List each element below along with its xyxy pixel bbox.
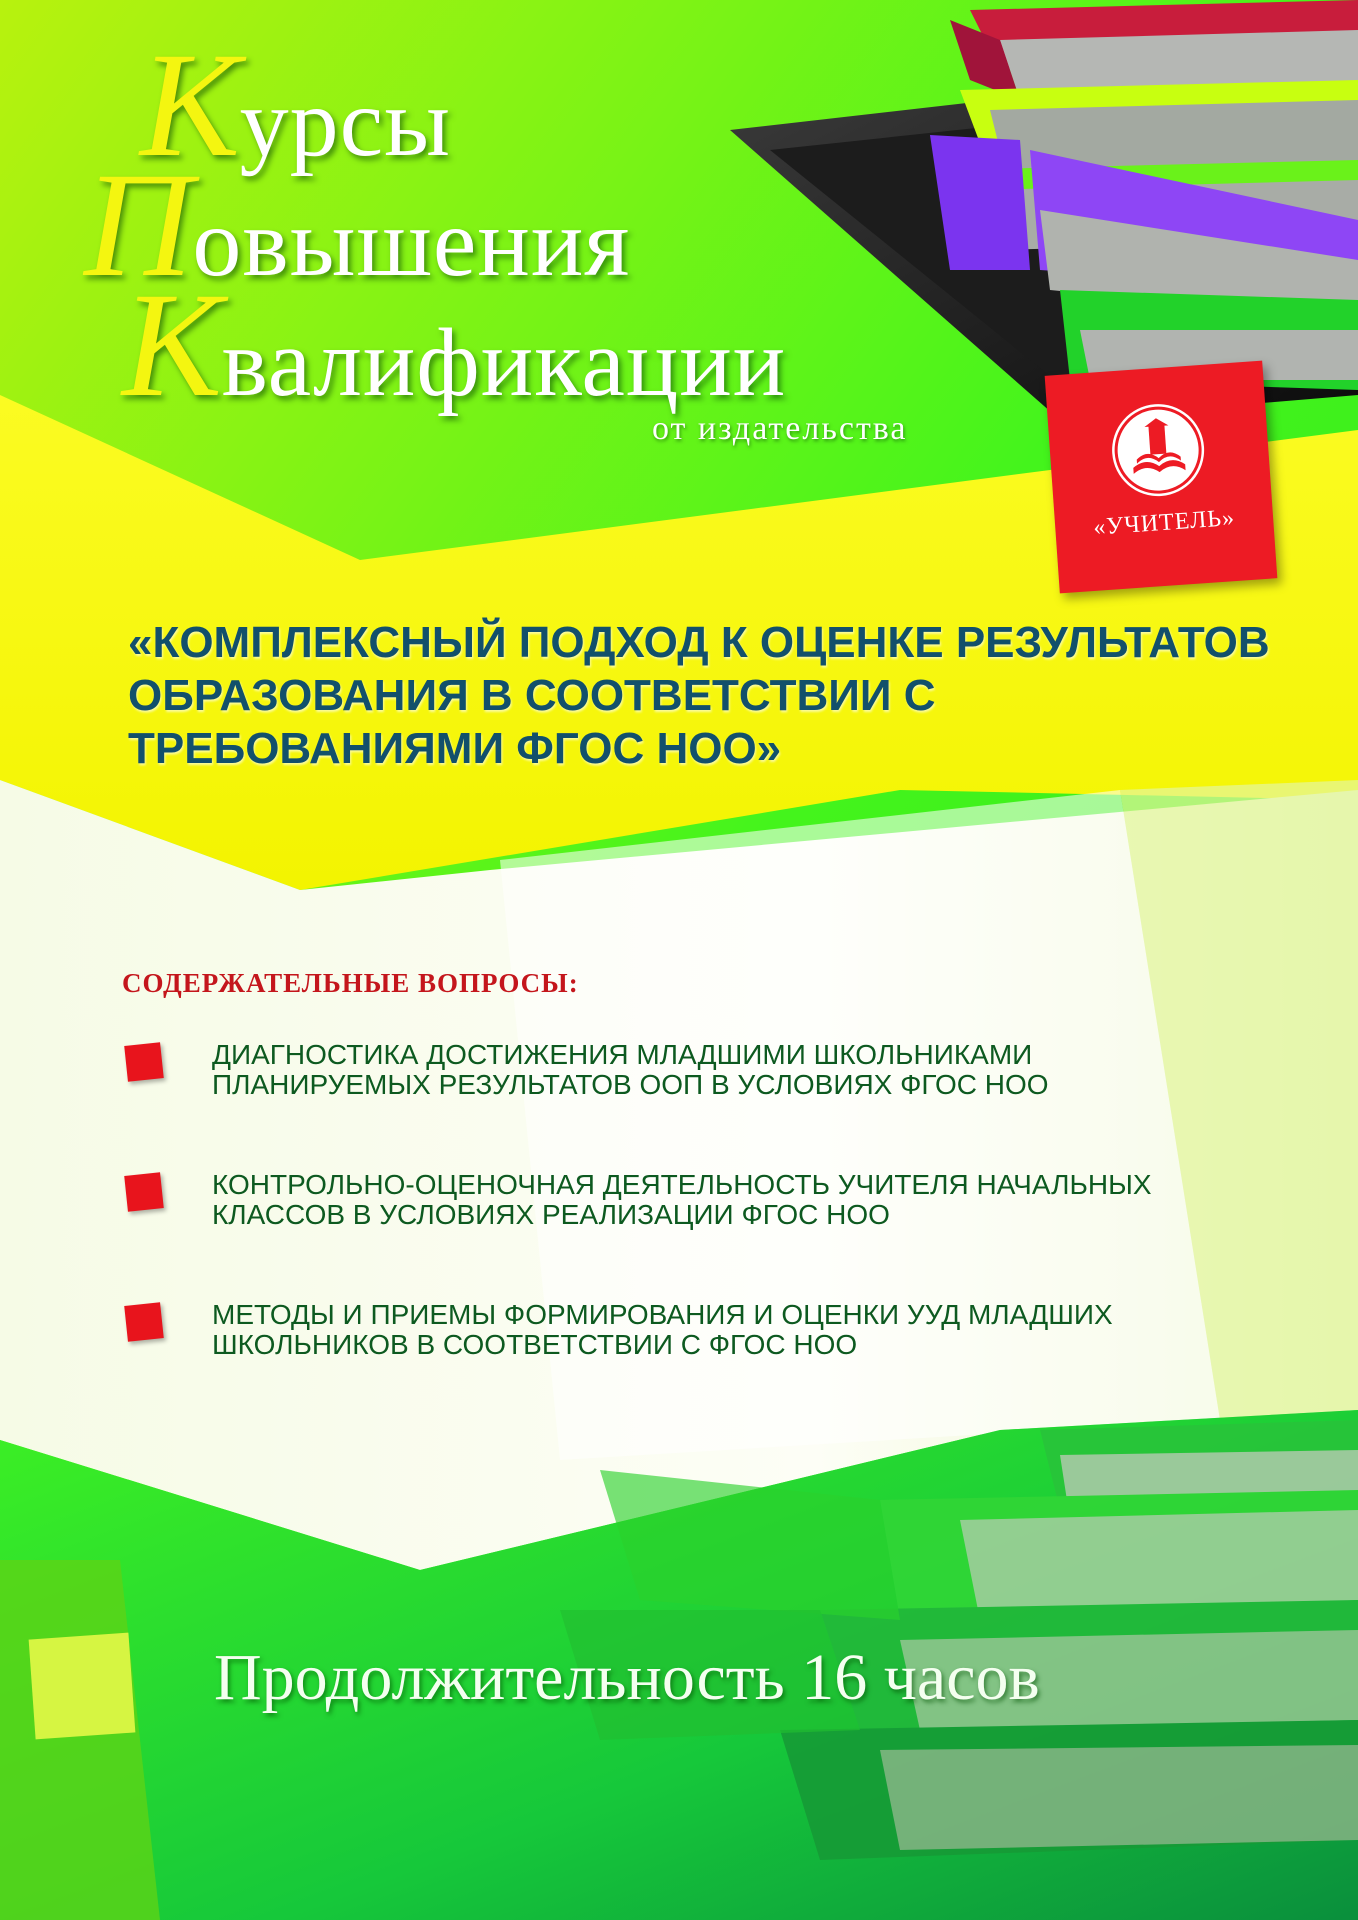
- topic-text: КОНТРОЛЬНО-ОЦЕНОЧНАЯ ДЕЯТЕЛЬНОСТЬ УЧИТЕЛЯ НАЧАЛЬНЫХ КЛАССОВ В УСЛОВИЯХ РЕАЛИЗАЦИИ ФГОС НОО: [212, 1169, 1152, 1230]
- topic-list: [122, 1040, 1242, 1430]
- topic-text: ДИАГНОСТИКА ДОСТИЖЕНИЯ МЛАДШИМИ ШКОЛЬНИКАМИ ПЛАНИРУЕМЫХ РЕЗУЛЬТАТОВ ООП В УСЛОВИЯХ ФГОС НОО: [212, 1039, 1049, 1100]
- book-emblem-icon: [1109, 401, 1207, 499]
- publisher-logo: [1045, 361, 1278, 594]
- header-line-1-rest: урсы: [239, 69, 451, 177]
- topic-item: [122, 1300, 1242, 1430]
- header-line-2-capital: П: [84, 142, 193, 308]
- course-duration: Продолжительность 16 часов: [214, 1641, 1040, 1714]
- header-line-3: [122, 262, 787, 428]
- topic-text: МЕТОДЫ И ПРИЕМЫ ФОРМИРОВАНИЯ И ОЦЕНКИ УУД МЛАДШИХ ШКОЛЬНИКОВ В СООТВЕТСТВИИ С ФГОС НОО: [212, 1299, 1113, 1360]
- topic-item: [122, 1170, 1242, 1300]
- header-line-1-capital: К: [140, 22, 240, 188]
- header-line-2-rest: овышения: [192, 189, 631, 297]
- publisher-note: от издательства: [652, 410, 908, 447]
- publisher-logo-label: «УЧИТЕЛЬ»: [1092, 504, 1236, 541]
- header-line-3-rest: валификации: [221, 309, 787, 417]
- course-title: «КОМПЛЕКСНЫЙ ПОДХОД К ОЦЕНКЕ РЕЗУЛЬТАТОВ ОБРАЗОВАНИЯ В СООТВЕТСТВИИ С ТРЕБОВАНИЯМИ ФГОС НОО»: [128, 618, 1270, 773]
- red-square-bullet-icon: [124, 1302, 164, 1342]
- topics-heading: СОДЕРЖАТЕЛЬНЫЕ ВОПРОСЫ:: [122, 968, 579, 998]
- red-square-bullet-icon: [124, 1172, 164, 1212]
- topic-item: [122, 1040, 1242, 1170]
- header-line-3-capital: К: [122, 262, 222, 428]
- red-square-bullet-icon: [124, 1042, 164, 1082]
